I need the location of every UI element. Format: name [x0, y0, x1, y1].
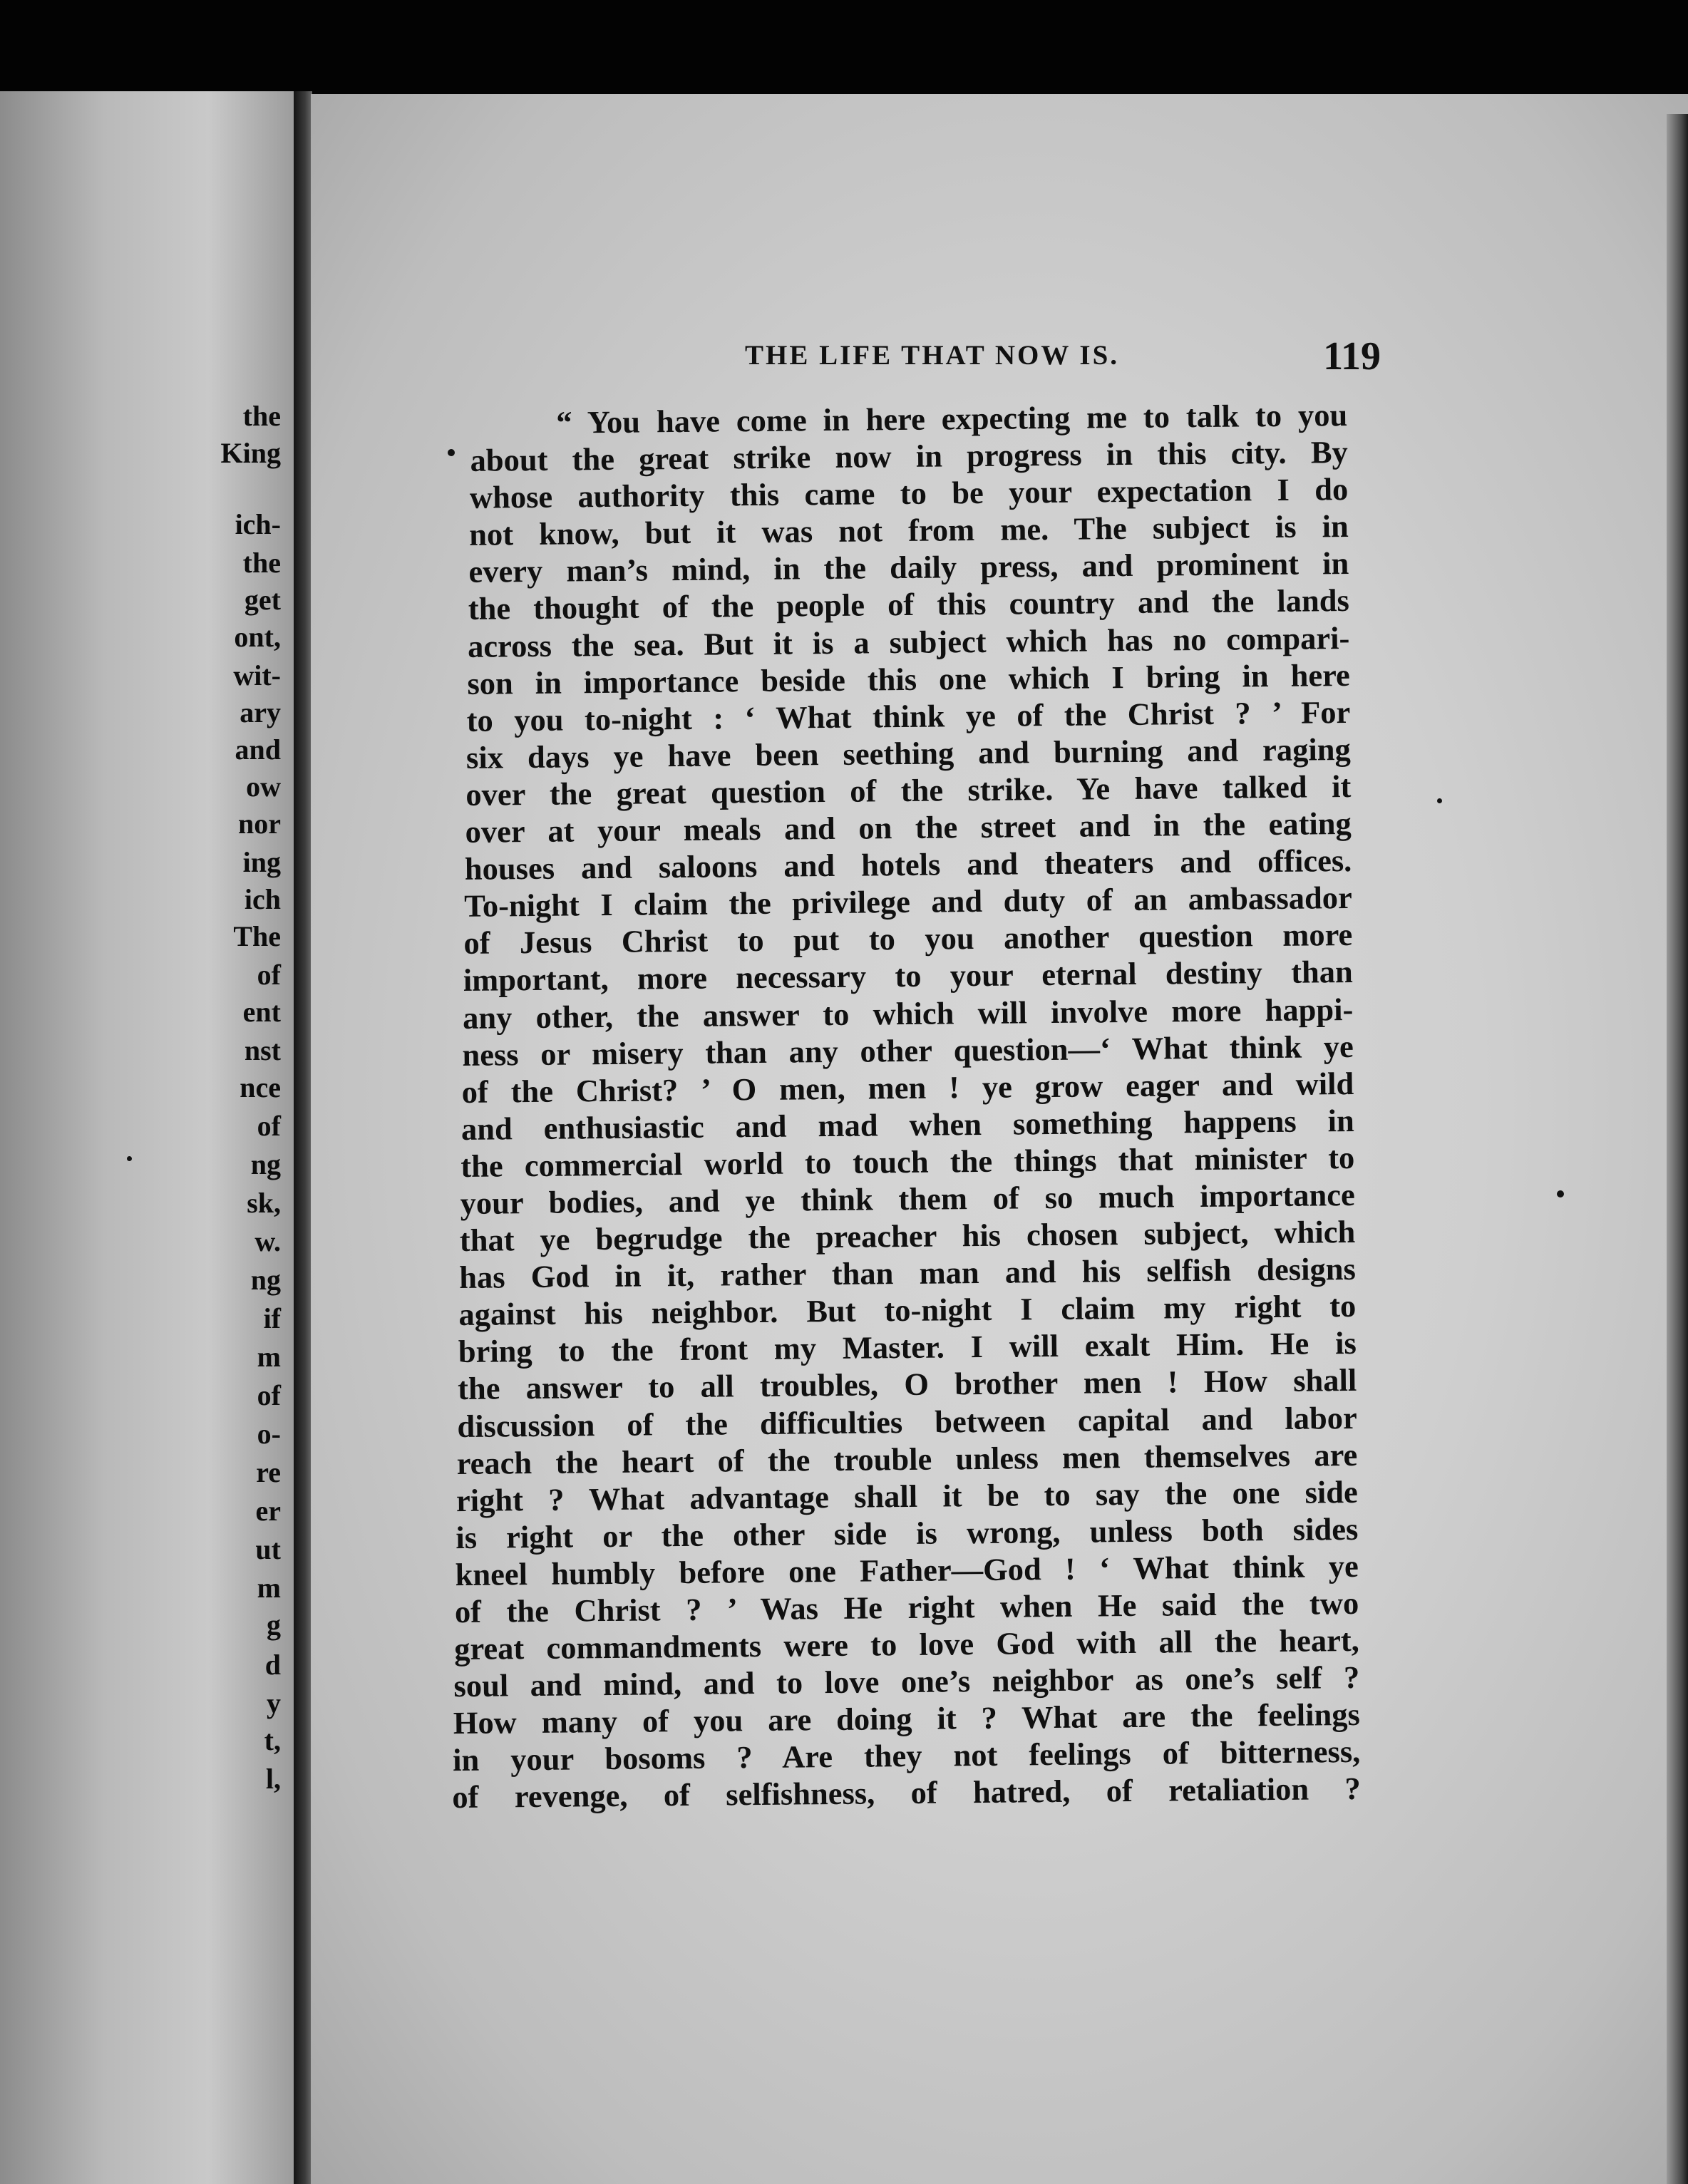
text-line: “ You have come in here expecting me to talk to you [556, 396, 1348, 441]
previous-page-fragment: ich [244, 883, 281, 915]
scan-speck [127, 1156, 132, 1161]
previous-page-fragment: m [257, 1572, 281, 1604]
previous-page-fragment: of [257, 1110, 281, 1142]
text-line: six days ye have been seething and burning and raging [465, 731, 1351, 776]
previous-page-fragment: get [244, 584, 281, 616]
previous-page-fragment: nor [238, 808, 281, 840]
previous-page-fragment: o- [257, 1418, 281, 1450]
previous-page-fragment: er [255, 1495, 281, 1527]
page-number: 119 [1323, 334, 1381, 378]
text-line: ness or misery than any other question—‘ What think ye [462, 1028, 1354, 1073]
previous-page-fragment: and [235, 733, 281, 766]
text-line: right ? What advantage shall it be to say the one side [456, 1473, 1358, 1518]
previous-page-fragment: ent [242, 996, 281, 1028]
previous-page-fragment: of [257, 959, 281, 991]
text-line: the commercial world to touch the things that minister to [460, 1139, 1355, 1184]
previous-page-fragment: ng [250, 1264, 281, 1296]
text-line: has God in it, rather than man and his selfish designs [458, 1251, 1356, 1296]
scan-speck [1437, 798, 1442, 803]
text-line: discussion of the difficulties between capital and labor [457, 1399, 1357, 1444]
text-line: against his neighbor. But to-night I claim my right to [458, 1288, 1357, 1333]
previous-page-fragment: m [257, 1341, 281, 1373]
text-line: the thought of the people of this country and the lands [468, 582, 1349, 627]
previous-page-fragment: ich- [235, 508, 281, 540]
previous-page-fragment: y [267, 1687, 281, 1719]
scan-speck [1557, 1190, 1564, 1197]
text-line: soul and mind, and to love one’s neighbor as one’s self ? [453, 1659, 1360, 1704]
text-line: kneel humbly before one Father—God ! ‘ What think ye [455, 1547, 1359, 1592]
previous-page-fragment: ut [255, 1533, 281, 1565]
text-line: over at your meals and on the street and in the eating [465, 805, 1352, 850]
text-line: about the great strike now in progress in this city. By [470, 434, 1348, 478]
running-title: THE LIFE THAT NOW IS. [745, 340, 1120, 371]
previous-page-fragment: ary [240, 696, 281, 728]
previous-page-fragment: sk, [247, 1187, 281, 1219]
previous-page-fragment: nst [244, 1034, 281, 1066]
text-line: bring to the front my Master. I will exalt Him. He is [458, 1325, 1357, 1370]
previous-page [0, 91, 298, 2184]
previous-page-fragment: the [242, 400, 281, 432]
page-edge-shadow [1667, 114, 1688, 2184]
text-line: son in importance beside this one which I bring in here [467, 656, 1350, 701]
text-line: your bodies, and ye think them of so much importance [460, 1176, 1355, 1221]
previous-page-fragment: The [233, 920, 281, 952]
previous-page-fragment: w. [254, 1225, 281, 1257]
previous-page-fragment: ng [250, 1148, 281, 1180]
text-line: whose authority this came to be your expectation I do [469, 471, 1349, 516]
previous-page-fragment: l, [265, 1763, 281, 1795]
previous-page-fragment: re [256, 1456, 281, 1488]
text-line: in your bosoms ? Are they not feelings of bitterness, [452, 1734, 1361, 1778]
text-line: that ye begrudge the preacher his chosen subject, which [459, 1214, 1356, 1259]
text-line: of the Christ ? ’ Was He right when He said the two [454, 1585, 1359, 1630]
text-line: not know, but it was not from me. The subject is in [468, 508, 1349, 553]
previous-page-fragment: ont, [234, 621, 281, 653]
text-line: of the Christ? ’ O men, men ! ye grow eager and wild [461, 1065, 1354, 1110]
body-text [452, 396, 1361, 1815]
previous-page-fragment: d [264, 1649, 281, 1681]
previous-page-fragment: g [267, 1609, 281, 1641]
text-line: across the sea. But it is a subject which has no compari- [467, 619, 1350, 664]
text-line: the answer to all troubles, O brother men ! How shall [457, 1362, 1357, 1407]
text-line: of Jesus Christ to put to you another question more [463, 917, 1353, 962]
previous-page-fragment: ing [242, 846, 281, 878]
text-line: important, more necessary to your eternal destiny than [463, 954, 1353, 999]
previous-page-fragment: nce [240, 1071, 281, 1103]
previous-page-fragment: of [257, 1379, 281, 1411]
previous-page-fragment: if [263, 1302, 281, 1334]
previous-page-fragment: t, [264, 1724, 281, 1756]
text-line: and enthusiastic and mad when something happens in [460, 1102, 1354, 1147]
text-line: great commandments were to love God with all the heart, [453, 1622, 1359, 1667]
text-line: any other, the answer to which will involve more happi- [462, 991, 1354, 1036]
text-line: of revenge, of selfishness, of hatred, of retaliation ? [452, 1771, 1361, 1815]
previous-page-fragment: King [220, 437, 281, 469]
text-line: over the great question of the strike. Ye have talked it [465, 768, 1352, 813]
page-header [745, 334, 1381, 391]
text-line: is right or the other side is wrong, unless both sides [456, 1510, 1359, 1555]
previous-page-fragment: wit- [233, 659, 281, 691]
text-line: reach the heart of the trouble unless men themselves are [456, 1436, 1358, 1481]
scan-speck [448, 449, 455, 456]
previous-page-fragment: ow [246, 771, 281, 803]
text-line: to you to-night : ‘ What think ye of the Christ ? ’ For [466, 694, 1351, 738]
book-gutter [294, 91, 312, 2184]
previous-page-fragment: the [242, 547, 281, 579]
text-line: houses and saloons and hotels and theaters and offices. [464, 843, 1352, 887]
text-line: How many of you are doing it ? What are the feelings [453, 1696, 1360, 1741]
text-line: every man’s mind, in the daily press, and prominent in [468, 545, 1349, 590]
text-line: To-night I claim the privilege and duty of an ambassador [463, 880, 1352, 924]
